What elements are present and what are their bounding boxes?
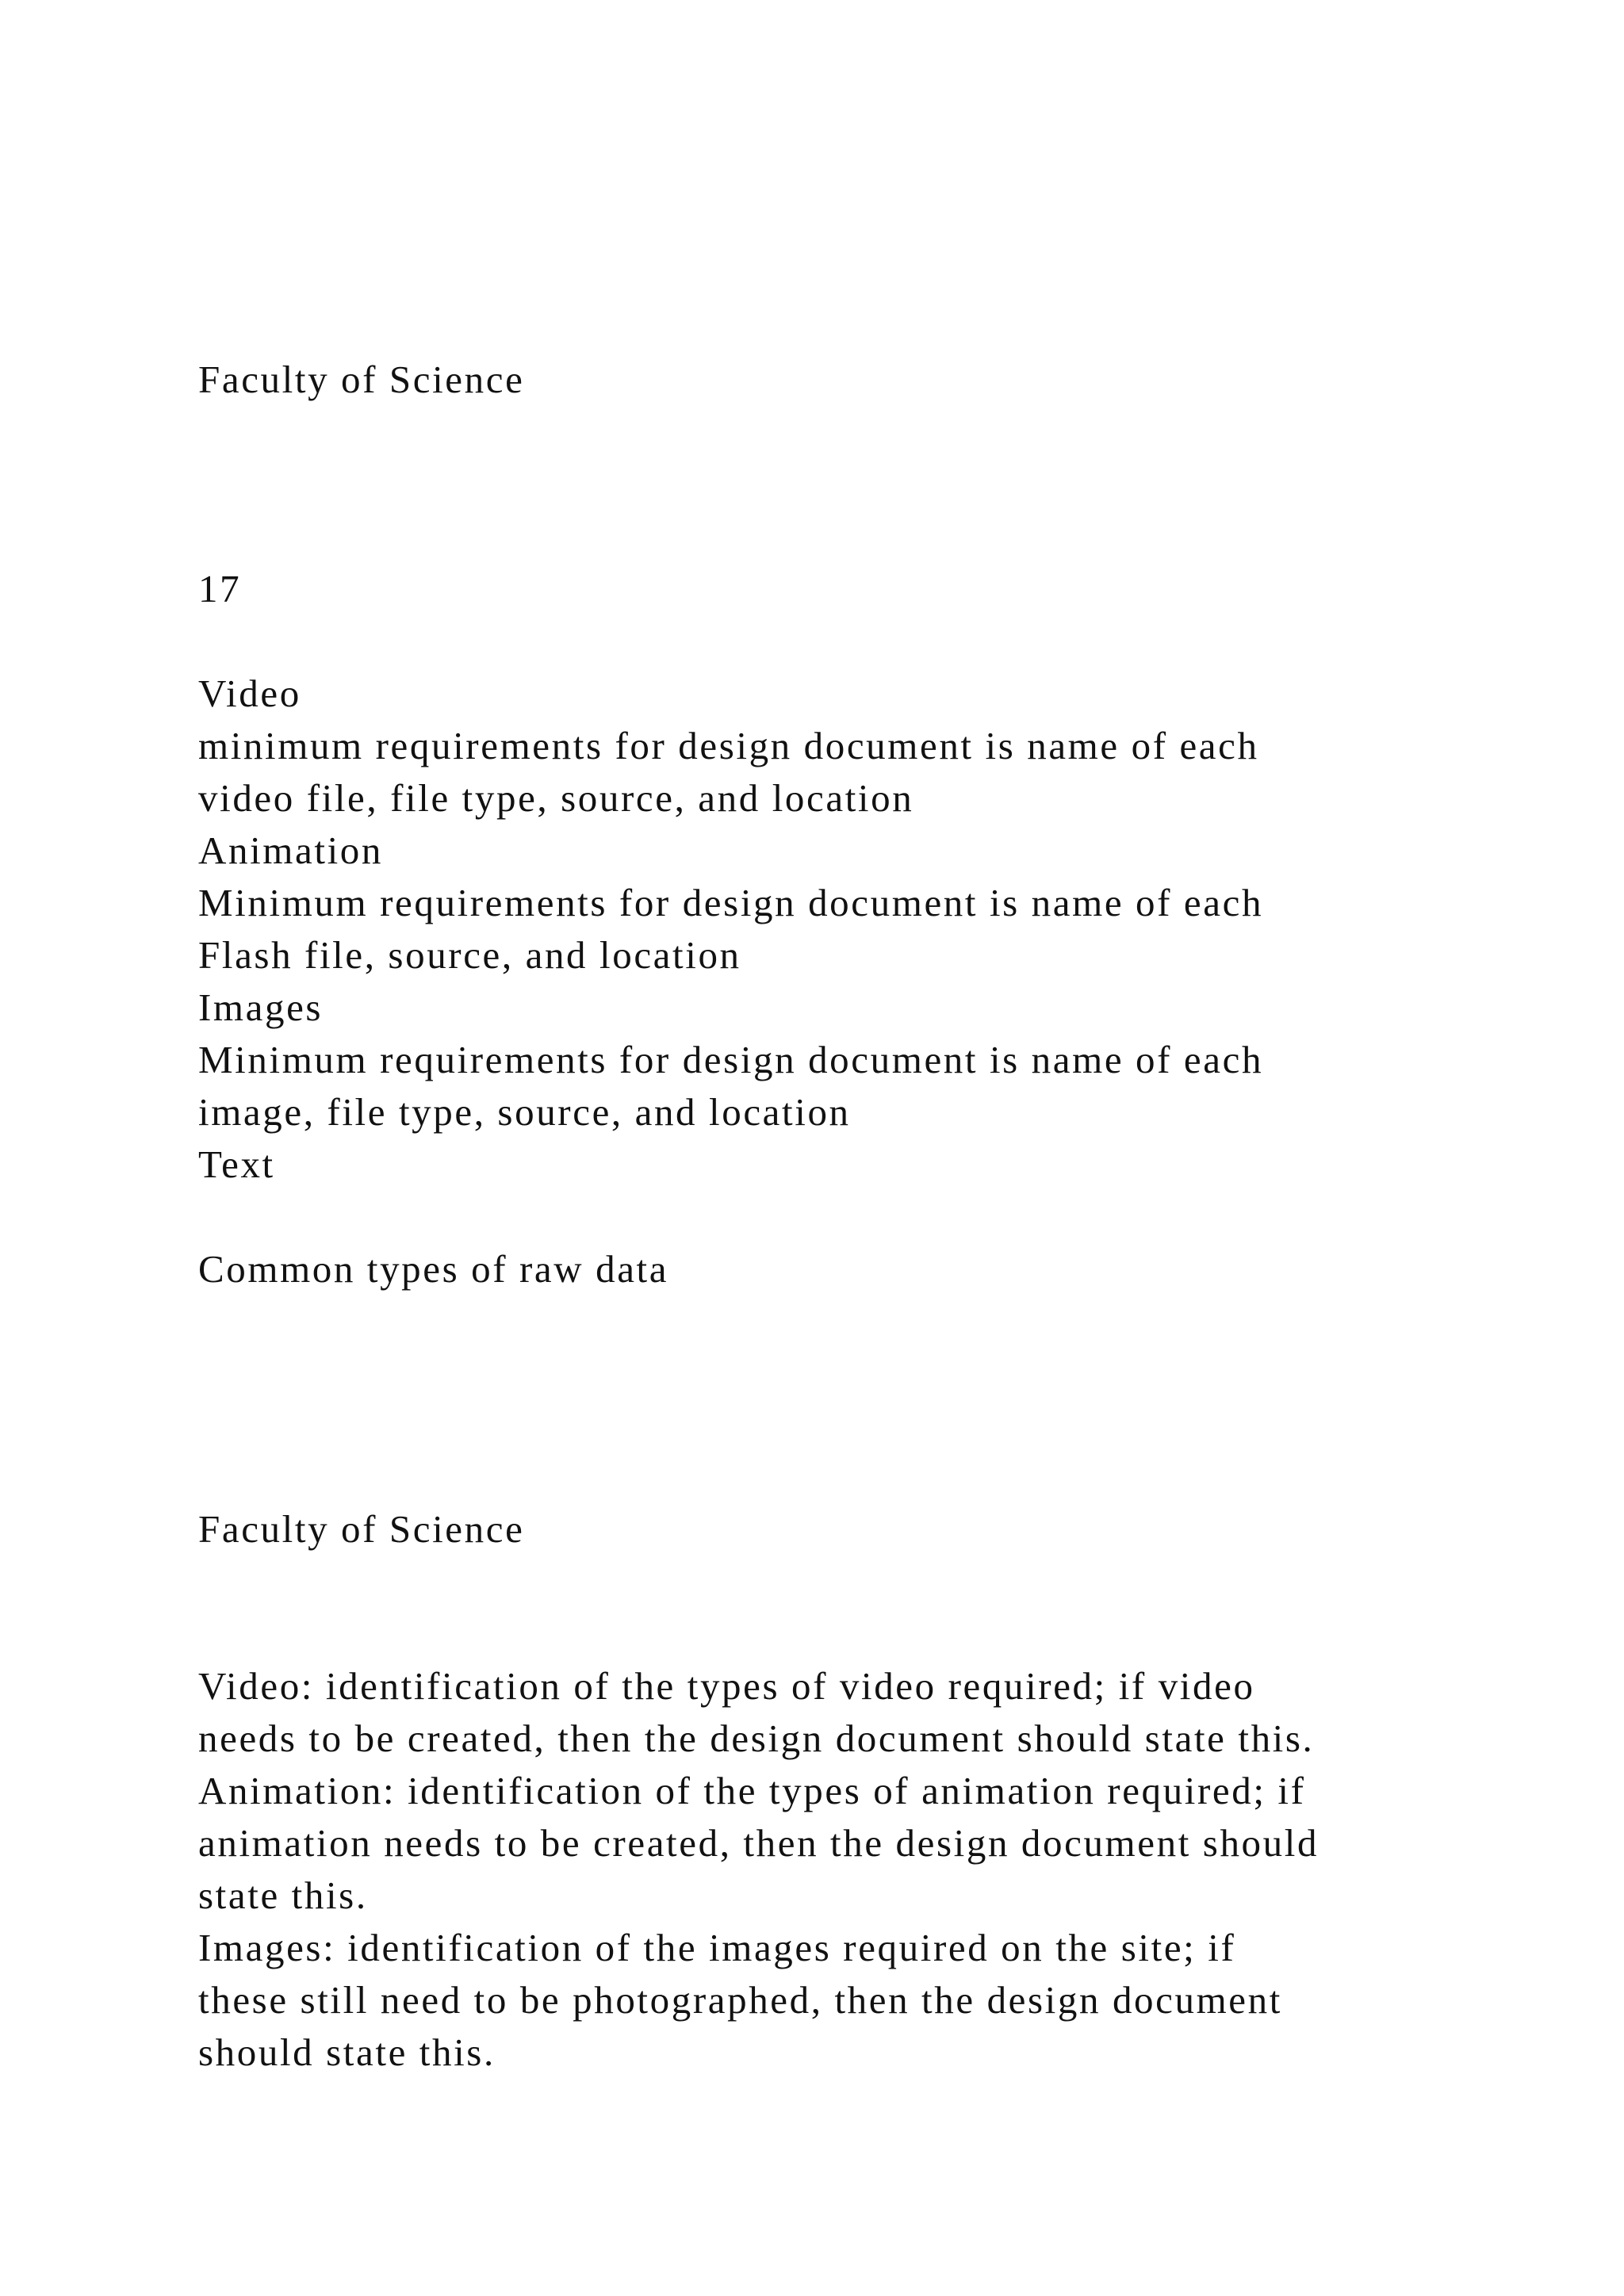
slide1-body-line: Flash file, source, and location <box>198 933 741 977</box>
slide1-body-line: image, file type, source, and location <box>198 1090 851 1134</box>
slide2-body-line: Video: identification of the types of video required; if video <box>198 1664 1255 1708</box>
slide2-body-line: should state this. <box>198 2030 496 2074</box>
slide1-title: Common types of raw data <box>198 1247 669 1291</box>
slide2-body-line: state this. <box>198 1873 368 1917</box>
slide2-body-line: animation needs to be created, then the design document should <box>198 1821 1320 1865</box>
slide1-header: Faculty of Science <box>198 358 525 401</box>
slide1-heading-animation: Animation <box>198 828 383 872</box>
slide1-heading-text: Text <box>198 1142 275 1186</box>
slide1-body-line: Minimum requirements for design document is name of each <box>198 1038 1264 1081</box>
slide1-body-line: minimum requirements for design document is name of each <box>198 724 1259 767</box>
slide2-body-line: Images: identification of the images required on the site; if <box>198 1926 1236 1969</box>
slide2-header: Faculty of Science <box>198 1507 525 1551</box>
slide2-body-line: these still need to be photographed, then the design document <box>198 1978 1282 2022</box>
slide1-body-line: Minimum requirements for design document is name of each <box>198 881 1264 924</box>
slide2-body-line: Animation: identification of the types of animation required; if <box>198 1769 1306 1812</box>
slide1-heading-video: Video <box>198 672 301 715</box>
slide1-body-line: video file, file type, source, and location <box>198 776 914 820</box>
slide2-body-line: needs to be created, then the design document should state this. <box>198 1716 1315 1760</box>
slide1-slide-number: 17 <box>198 567 242 610</box>
slide1-heading-images: Images <box>198 985 324 1029</box>
